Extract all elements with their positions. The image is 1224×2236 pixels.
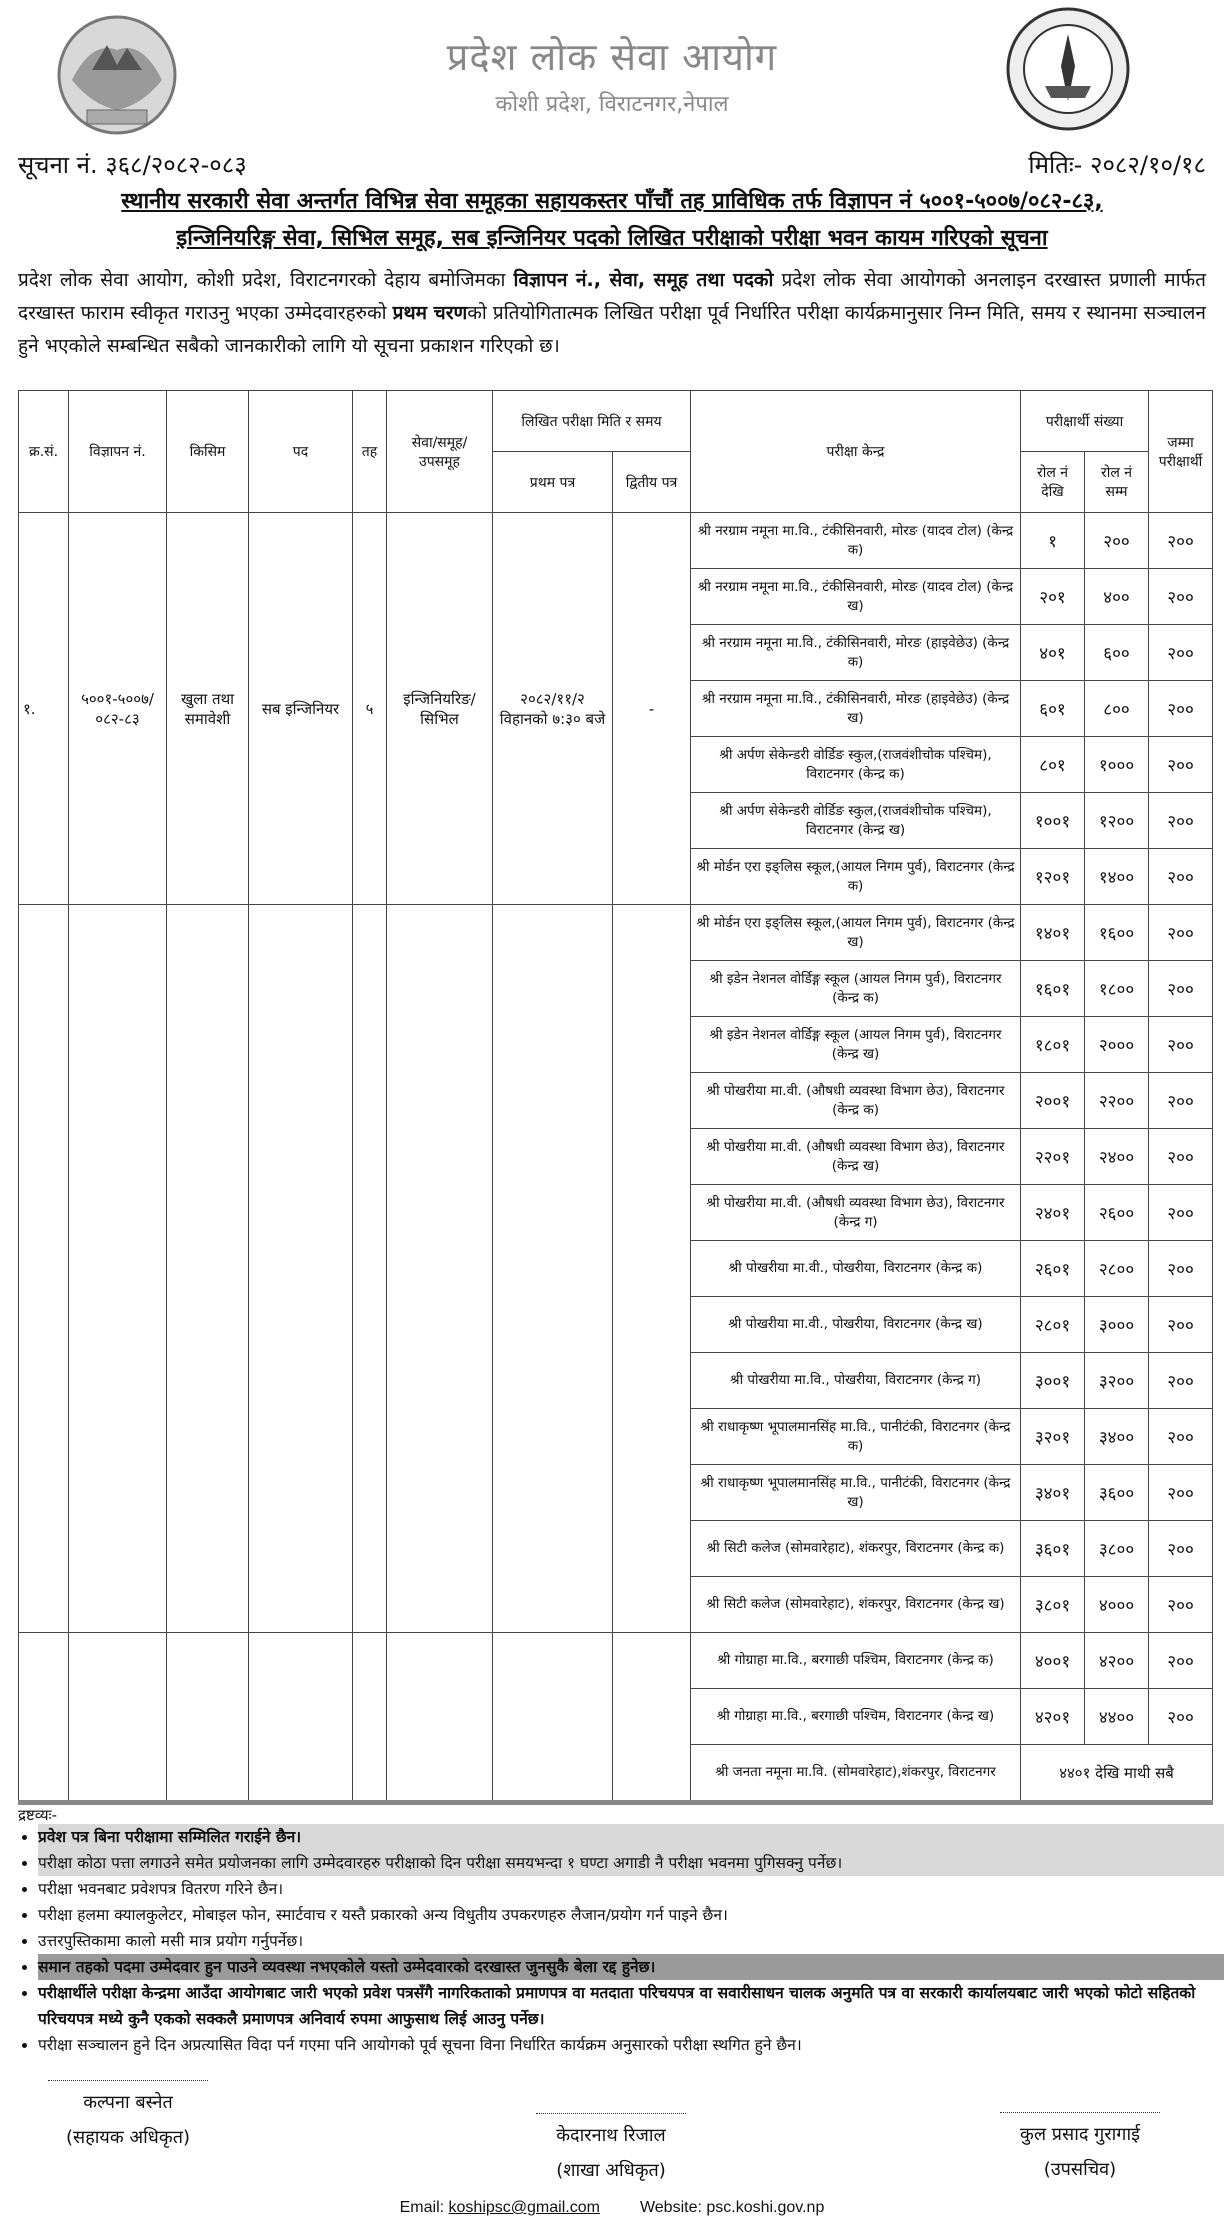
header-service: सेवा/समूह/ उपसमूह [387, 391, 493, 513]
cell-roll-from: २४०१ [1021, 1185, 1085, 1241]
cell-roll-to: ६०० [1085, 625, 1149, 681]
cell-total: २०० [1149, 681, 1213, 737]
cell-center: श्री नरग्राम नमूना मा.वि., टंकीसिनवारी, मोरङ (यादव टोल) (केन्द्र ख) [691, 569, 1021, 625]
cell-total: २०० [1149, 569, 1213, 625]
table-row [19, 905, 1213, 961]
cell-roll-to: ४००० [1085, 1577, 1149, 1633]
cell-roll-to: २२०० [1085, 1073, 1149, 1129]
cell-paper2 [613, 905, 691, 1633]
note-item: • परीक्षा सञ्चालन हुने दिन अप्रत्यासित विदा पर्न गएमा पनि आयोगको पूर्व सूचना विना निर्धारित कार्यक्रम अनुसारको परीक्षा स्थगित हुने छैन। [38, 2032, 1224, 2058]
cell-roll-to: ३००० [1085, 1297, 1149, 1353]
note-item: • उत्तरपुस्तिकामा कालो मसी मात्र प्रयोग गर्नुपर्नेछ। [38, 1928, 1224, 1954]
email-link[interactable]: koshipsc@gmail.com [448, 2199, 600, 2216]
header-exam-date: लिखित परीक्षा मिति र समय [493, 391, 691, 452]
cell-center: श्री पोखरीया मा.वी. (औषधी व्यवस्था विभाग छेउ), विराटनगर (केन्द्र क) [691, 1073, 1021, 1129]
header-total: जम्मा परीक्षार्थी [1149, 391, 1213, 513]
cell-roll-to: १६०० [1085, 905, 1149, 961]
cell-total: २०० [1149, 1241, 1213, 1297]
cell-roll-from: ४२०१ [1021, 1689, 1085, 1745]
cell-total: २०० [1149, 1633, 1213, 1689]
cell-roll-from: ३६०१ [1021, 1521, 1085, 1577]
cell-type: खुला तथा समावेशी [167, 513, 249, 905]
intro-paragraph: प्रदेश लोक सेवा आयोग, कोशी प्रदेश, विराटनगरको देहाय बमोजिमका विज्ञापन नं., सेवा, समूह तथा पदको प्रदेश लोक सेवा आयोगको अनलाइन दरखास्त प्रणाली मार्फत दरखास्त फाराम स्वीकृत गराउनु भएका उम्मेदवारहरुको प्रथम चरणको प्रतियोगितात्मक लिखित परीक्षा पूर्व निर्धारित परीक्षा कार्यक्रमानुसार निम्न मिति, समय र स्थानमा सञ्चालन हुने भएकोले सम्बन्धित सबैको जानकारीको लागि यो सूचना प्रकाशन गरिएको छ। [18, 269, 1207, 357]
cell-post [249, 1633, 353, 1803]
signature-1-title: (सहायक अधिकृत) [66, 2127, 190, 2148]
signature-3-title: (उपसचिव) [1043, 2159, 1117, 2180]
cell-roll-to: २०० [1085, 513, 1149, 569]
cell-center: श्री पोखरीया मा.वी. (औषधी व्यवस्था विभाग छेउ), विराटनगर (केन्द्र ख) [691, 1129, 1021, 1185]
cell-service: इन्जिनियरिङ/ सिभिल [387, 513, 493, 905]
cell-roll-from: ८०१ [1021, 737, 1085, 793]
cell-total: २०० [1149, 1297, 1213, 1353]
cell-center: श्री राधाकृष्ण भूपालमानसिंह मा.वि., पानीटंकी, विराटनगर (केन्द्र क) [691, 1409, 1021, 1465]
cell-roll-to: २००० [1085, 1017, 1149, 1073]
cell-adv: ५००१-५००७/ ०८२-८३ [69, 513, 167, 905]
cell-center: श्री अर्पण सेकेन्डरी वोर्डिङ स्कुल,(राजवंशीचोक पश्चिम), विराटनगर (केन्द्र ख) [691, 793, 1021, 849]
header-paper2: द्वितीय पत्र [613, 452, 691, 513]
cell-total: २०० [1149, 737, 1213, 793]
cell-center: श्री गोग्राहा मा.वि., बरगाछी पश्चिम, विराटनगर (केन्द्र ख) [691, 1689, 1021, 1745]
cell-roll-to: ८०० [1085, 681, 1149, 737]
cell-total: २०० [1149, 1017, 1213, 1073]
cell-roll-from: १२०१ [1021, 849, 1085, 905]
cell-roll-to: ३४०० [1085, 1409, 1149, 1465]
header-paper1: प्रथम पत्र [493, 452, 613, 513]
cell-adv [69, 1633, 167, 1803]
cell-service [387, 1633, 493, 1803]
cell-level [353, 1633, 387, 1803]
cell-total: २०० [1149, 905, 1213, 961]
cell-center: श्री इडेन नेशनल वोर्डिङ्ग स्कूल (आयल निगम पुर्व), विराटनगर (केन्द्र ख) [691, 1017, 1021, 1073]
cell-range: ४४०१ देखि माथी सबै [1021, 1745, 1213, 1803]
cell-roll-from: २००१ [1021, 1073, 1085, 1129]
cell-roll-from: ४०१ [1021, 625, 1085, 681]
cell-paper1: २०८२/११/२ विहानको ७:३० बजे [493, 513, 613, 905]
cell-center: श्री पोखरीया मा.वी., पोखरीया, विराटनगर (केन्द्र क) [691, 1241, 1021, 1297]
signature-1-name: कल्पना बस्नेत [83, 2092, 173, 2113]
cell-roll-from: २२०१ [1021, 1129, 1085, 1185]
cell-total: २०० [1149, 1465, 1213, 1521]
cell-total: २०० [1149, 625, 1213, 681]
note-item: • प्रवेश पत्र बिना परीक्षामा सम्मिलित गराईने छैन। [38, 1824, 1224, 1850]
cell-roll-from: ३८०१ [1021, 1577, 1085, 1633]
cell-roll-from: १ [1021, 513, 1085, 569]
cell-total: २०० [1149, 1409, 1213, 1465]
notes-title: द्रष्टव्यः- [18, 1806, 57, 1824]
cell-roll-from: १८०१ [1021, 1017, 1085, 1073]
cell-center: श्री इडेन नेशनल वोर्डिङ्ग स्कूल (आयल निगम पुर्व), विराटनगर (केन्द्र क) [691, 961, 1021, 1017]
cell-total: २०० [1149, 849, 1213, 905]
cell-total: २०० [1149, 513, 1213, 569]
cell-type [167, 905, 249, 1633]
cell-roll-from: १६०१ [1021, 961, 1085, 1017]
cell-total: २०० [1149, 1185, 1213, 1241]
header-post: पद [249, 391, 353, 513]
email-label: Email: [399, 2199, 445, 2216]
header-roll-from: रोल नं देखि [1021, 452, 1085, 513]
notice-date: मितिः- २०८२/१०/१८ [1028, 151, 1206, 179]
cell-roll-to: ४०० [1085, 569, 1149, 625]
cell-total: २०० [1149, 1577, 1213, 1633]
cell-roll-to: २४०० [1085, 1129, 1149, 1185]
cell-roll-to: ३६०० [1085, 1465, 1149, 1521]
header-sn: क्र.सं. [19, 391, 69, 513]
cell-roll-to: १००० [1085, 737, 1149, 793]
table-row [19, 513, 1213, 569]
note-item: • परीक्षा कोठा पत्ता लगाउने समेत प्रयोजनका लागि उम्मेदवारहरु परीक्षाको दिन परीक्षा समयभन्दा १ घण्टा अगाडी नै परीक्षा भवनमा पुगिसक्नु पर्नेछ। [38, 1850, 1224, 1876]
note-item: • परीक्षा हलमा क्यालकुलेटर, मोबाइल फोन, स्मार्टवाच र यस्तै प्रकारको अन्य विधुतीय उपकरणहरु लैजान/प्रयोग गर्न पाइने छैन। [38, 1902, 1224, 1928]
cell-center: श्री पोखरीया मा.वी. (औषधी व्यवस्था विभाग छेउ), विराटनगर (केन्द्र ग) [691, 1185, 1021, 1241]
header-adv: विज्ञापन नं. [69, 391, 167, 513]
note-item: • समान तहको पदमा उम्मेदवार हुन पाउने व्यवस्था नभएकोले यस्तो उम्मेदवारको दरखास्त जुनसुकै बेला रद्द हुनेछ। [38, 1954, 1224, 1980]
cell-roll-to: ३२०० [1085, 1353, 1149, 1409]
notice-number: सूचना नं. ३६८/२०८२-०८३ [18, 151, 247, 179]
page-title: प्रदेश लोक सेवा आयोग [446, 35, 778, 79]
cell-service [387, 905, 493, 1633]
cell-roll-to: १८०० [1085, 961, 1149, 1017]
cell-roll-from: ३००१ [1021, 1353, 1085, 1409]
cell-roll-to: ४४०० [1085, 1689, 1149, 1745]
header-level: तह [353, 391, 387, 513]
cell-center: श्री राधाकृष्ण भूपालमानसिंह मा.वि., पानीटंकी, विराटनगर (केन्द्र ख) [691, 1465, 1021, 1521]
website-label: Website: [639, 2199, 702, 2216]
cell-center: श्री सिटी कलेज (सोमवारेहाट), शंकरपुर, विराटनगर (केन्द्र ख) [691, 1577, 1021, 1633]
cell-adv [69, 905, 167, 1633]
cell-roll-to: २८०० [1085, 1241, 1149, 1297]
cell-roll-from: ३२०१ [1021, 1409, 1085, 1465]
cell-roll-from: ४००१ [1021, 1633, 1085, 1689]
cell-roll-to: १४०० [1085, 849, 1149, 905]
cell-roll-from: २०१ [1021, 569, 1085, 625]
cell-roll-from: ६०१ [1021, 681, 1085, 737]
exam-center-table [18, 390, 1213, 1805]
heading-line-1: स्थानीय सरकारी सेवा अन्तर्गत विभिन्न सेवा समूहका सहायकस्तर पाँचौं तह प्राविधिक तर्फ विज्ञापन नं ५००१-५००७/०८२-८३, [121, 189, 1103, 214]
cell-center: श्री गोग्राहा मा.वि., बरगाछी पश्चिम, विराटनगर (केन्द्र क) [691, 1633, 1021, 1689]
header-count: परीक्षार्थी संख्या [1021, 391, 1149, 452]
cell-post: सब इन्जिनियर [249, 513, 353, 905]
cell-total: २०० [1149, 1689, 1213, 1745]
note-item: • परीक्षार्थीले परीक्षा केन्द्रमा आउँदा आयोगबाट जारी भएको प्रवेश पत्रसँगै नागरिकताको प्रमाणपत्र वा मतदाता परिचयपत्र वा सवारीसाधन चालक अनुमति पत्र वा सरकारी कार्यालयबाट जारी भएको फोटो सहितको परिचयपत्र मध्ये कुनै एकको सक्कलै प्रमाणपत्र अनिवार्य रुपमा आफुसाथ लिई आउनु पर्नेछ। [38, 1980, 1224, 2032]
cell-sn [19, 905, 69, 1633]
header-type: किसिम [167, 391, 249, 513]
header-roll-to: रोल नं सम्म [1085, 452, 1149, 513]
page-subtitle: कोशी प्रदेश, विराटनगर,नेपाल [495, 92, 729, 117]
cell-roll-from: १००१ [1021, 793, 1085, 849]
cell-roll-from: १४०१ [1021, 905, 1085, 961]
table-row [19, 1633, 1213, 1689]
cell-sn [19, 1633, 69, 1803]
cell-total: २०० [1149, 1129, 1213, 1185]
cell-center: श्री मोर्डन एरा इङ्लिस स्कूल,(आयल निगम पुर्व), विराटनगर (केन्द्र क) [691, 849, 1021, 905]
cell-post [249, 905, 353, 1633]
heading-line-2: इन्जिनियरिङ्ग सेवा, सिभिल समूह, सब इन्जिनियर पदको लिखित परीक्षाको परीक्षा भवन कायम गरिएको सूचना [176, 226, 1048, 251]
cell-total: २०० [1149, 1521, 1213, 1577]
cell-center: श्री पोखरीया मा.वि., पोखरीया, विराटनगर (केन्द्र ग) [691, 1353, 1021, 1409]
note-item: • परीक्षा भवनबाट प्रवेशपत्र वितरण गरिने छैन। [38, 1876, 1224, 1902]
cell-paper1 [493, 1633, 613, 1803]
cell-roll-to: १२०० [1085, 793, 1149, 849]
cell-level [353, 905, 387, 1633]
cell-center: श्री सिटी कलेज (सोमवारेहाट), शंकरपुर, विराटनगर (केन्द्र क) [691, 1521, 1021, 1577]
cell-center: श्री अर्पण सेकेन्डरी वोर्डिङ स्कुल,(राजवंशीचोक पश्चिम), विराटनगर (केन्द्र क) [691, 737, 1021, 793]
cell-center: श्री नरग्राम नमूना मा.वि., टंकीसिनवारी, मोरङ (यादव टोल) (केन्द्र क) [691, 513, 1021, 569]
cell-level: ५ [353, 513, 387, 905]
cell-total: २०० [1149, 793, 1213, 849]
cell-roll-from: ३४०१ [1021, 1465, 1085, 1521]
notes-list [18, 1824, 1224, 2058]
cell-center: श्री नरग्राम नमूना मा.वि., टंकीसिनवारी, मोरङ (हाइवेछेउ) (केन्द्र क) [691, 625, 1021, 681]
cell-paper2 [613, 1633, 691, 1803]
cell-center: श्री मोर्डन एरा इङ्लिस स्कूल,(आयल निगम पुर्व), विराटनगर (केन्द्र ख) [691, 905, 1021, 961]
cell-total: २०० [1149, 1073, 1213, 1129]
cell-total: २०० [1149, 961, 1213, 1017]
cell-center: श्री नरग्राम नमूना मा.वि., टंकीसिनवारी, मोरङ (हाइवेछेउ) (केन्द्र ख) [691, 681, 1021, 737]
website-text: psc.koshi.gov.np [706, 2199, 825, 2216]
cell-center: श्री पोखरीया मा.वी., पोखरीया, विराटनगर (केन्द्र ख) [691, 1297, 1021, 1353]
commission-seal-icon [1005, 6, 1131, 132]
cell-paper2: - [613, 513, 691, 905]
cell-roll-to: ४२०० [1085, 1633, 1149, 1689]
cell-sn: १. [19, 513, 69, 905]
cell-center: श्री जनता नमूना मा.वि. (सोमवारेहाट),शंकरपुर, विराटनगर [691, 1745, 1021, 1803]
cell-roll-to: ३८०० [1085, 1521, 1149, 1577]
cell-paper1 [493, 905, 613, 1633]
header-center: परीक्षा केन्द्र [691, 391, 1021, 513]
signature-2-name: केदारनाथ रिजाल [556, 2125, 666, 2146]
cell-roll-from: २८०१ [1021, 1297, 1085, 1353]
signature-2-title: (शाखा अधिकृत) [556, 2160, 666, 2181]
cell-roll-to: २६०० [1085, 1185, 1149, 1241]
cell-type [167, 1633, 249, 1803]
cell-total: २०० [1149, 1353, 1213, 1409]
footer [0, 2199, 1224, 2217]
signature-3-name: कुल प्रसाद गुरागाई [1020, 2124, 1140, 2145]
cell-roll-from: २६०१ [1021, 1241, 1085, 1297]
